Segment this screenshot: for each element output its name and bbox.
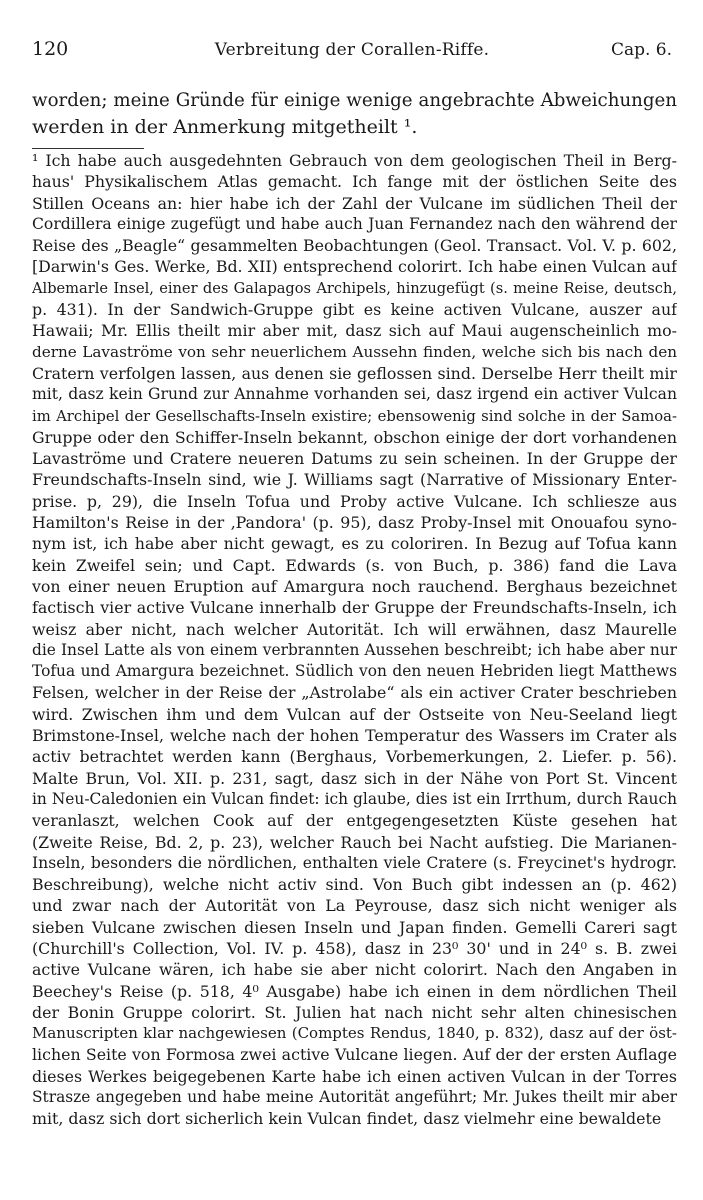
- footnote-line: sieben Vulcane zwischen diesen Inseln und Japan finden. Gemelli Careri sagt: [32, 917, 677, 937]
- footnote-line: Malte Brun, Vol. XII. p. 231, sagt, dasz sich in der Nähe von Port St. Vincent: [32, 768, 677, 788]
- footnote-line: in Neu-Caledonien ein Vulcan findet: ich glaube, dies ist ein Irrthum, durch Rauch: [32, 789, 677, 808]
- footnote-line: dieses Werkes beigegebenen Karte habe ich einen activen Vulcan in der Torres: [32, 1066, 677, 1086]
- footnote-line: Reise des „Beagle“ gesammelten Beobachtungen (Geol. Transact. Vol. V. p. 602,: [32, 236, 677, 256]
- footnote-line: Stillen Oceans an: hier habe ich der Zahl der Vulcane im südlichen Theil der: [32, 193, 677, 213]
- running-title: Verbreitung der Corallen-Riffe.: [214, 40, 490, 60]
- footnote-line: Manuscripten klar nachgewiesen (Comptes Rendus, 1840, p. 832), dasz auf der öst-: [32, 1024, 677, 1043]
- page-header: [32, 38, 672, 64]
- footnote-line: (Churchill's Collection, Vol. IV. p. 458), dasz in 23⁰ 30' und in 24⁰ s. B. zwei: [32, 938, 677, 958]
- footnote-separator: [32, 148, 144, 149]
- footnote-line: die Insel Latte als von einem verbrannten Aussehen beschreibt; ich habe aber nur: [32, 640, 677, 659]
- footnote-line: activ betrachtet werden kann (Berghaus, Vorbemerkungen, 2. Liefer. p. 56).: [32, 747, 677, 767]
- footnote-line: haus' Physikalischem Atlas gemacht. Ich fange mit der östlichen Seite des: [32, 172, 677, 192]
- footnote-line: Tofua und Amargura bezeichnet. Südlich von den neuen Hebriden liegt Matthews: [32, 662, 677, 681]
- footnote-line: (Zweite Reise, Bd. 2, p. 23), welcher Rauch bei Nacht aufstieg. Die Marianen-: [32, 832, 677, 852]
- footnote-line: ¹ Ich habe auch ausgedehnten Gebrauch von dem geologischen Theil in Berg-: [32, 151, 677, 170]
- footnote-line: Felsen, welcher in der Reise der „Astrolabe“ als ein activer Crater beschrieben: [32, 683, 677, 703]
- footnote-line: Inseln, besonders die nördlichen, enthalten viele Cratere (s. Freycinet's hydrogr.: [32, 853, 677, 872]
- footnote-line: Hawaii; Mr. Ellis theilt mir aber mit, dasz sich auf Maui augenscheinlich mo-: [32, 321, 677, 341]
- footnote: [32, 150, 677, 1130]
- chapter-label: Cap. 6.: [610, 40, 672, 60]
- footnote-line: wird. Zwischen ihm und dem Vulcan auf der Ostseite von Neu-Seeland liegt: [32, 704, 677, 724]
- footnote-line: [Darwin's Ges. Werke, Bd. XII) entsprechend colorirt. Ich habe einen Vulcan auf: [32, 257, 677, 277]
- footnote-line: mit, dasz kein Grund zur Annahme vorhanden sei, dasz irgend ein activer Vulcan: [32, 385, 677, 404]
- page-number: 120: [32, 38, 69, 60]
- footnote-line: veranlaszt, welchen Cook auf der entgegengesetzten Küste gesehen hat: [32, 811, 677, 831]
- footnote-line: Gruppe oder den Schiffer-Inseln bekannt, obschon einige der dort vorhandenen: [32, 427, 677, 447]
- footnote-line: Albemarle Insel, einer des Galapagos Archipels, hinzugefügt (s. meine Reise, deutsch,: [32, 279, 677, 297]
- footnote-line: active Vulcane wären, ich habe sie aber nicht colorirt. Nach den Angaben in: [32, 960, 677, 980]
- footnote-line: Beschreibung), welche nicht activ sind. Von Buch gibt indessen an (p. 462): [32, 875, 677, 895]
- main-text: [32, 88, 677, 140]
- footnote-line: im Archipel der Gesellschafts-Inseln existire; ebensowenig sind solche in der Samoa-: [32, 407, 677, 425]
- footnote-line: mit, dasz sich dort sicherlich kein Vulcan findet, dasz vielmehr eine bewaldete: [32, 1109, 662, 1129]
- footnote-line: Cratern verfolgen lassen, aus denen sie geflossen sind. Derselbe Herr theilt mir: [32, 363, 677, 383]
- footnote-line: Beechey's Reise (p. 518, 4⁰ Ausgabe) habe ich einen in dem nördlichen Theil: [32, 981, 677, 1001]
- text-line: werden in der Anmerkung mitgetheilt ¹.: [32, 116, 418, 138]
- footnote-line: von einer neuen Eruption auf Amargura noch rauchend. Berghaus bezeichnet: [32, 576, 677, 596]
- footnote-line: kein Zweifel sein; und Capt. Edwards (s. von Buch, p. 386) fand die Lava: [32, 555, 677, 575]
- footnote-line: factisch vier active Vulcane innerhalb der Gruppe der Freundschafts-Inseln, ich: [32, 598, 677, 618]
- footnote-line: derne Lavaströme von sehr neuerlichem Aussehn finden, welche sich bis nach den: [32, 342, 677, 361]
- footnote-line: nym ist, ich habe aber nicht gewagt, es zu coloriren. In Bezug auf Tofua kann: [32, 534, 677, 554]
- footnote-line: Brimstone-Insel, welche nach der hohen Temperatur des Wassers im Crater als: [32, 726, 677, 746]
- footnote-line: Lavaströme und Cratere neueren Datums zu sein scheinen. In der Gruppe der: [32, 449, 677, 469]
- footnote-line: Freundschafts-Inseln sind, wie J. Williams sagt (Narrative of Missionary Enter-: [32, 470, 677, 490]
- footnote-line: prise. p, 29), die Inseln Tofua und Proby active Vulcane. Ich schliesze aus: [32, 491, 677, 511]
- footnote-line: weisz aber nicht, nach welcher Autorität. Ich will erwähnen, dasz Maurelle: [32, 619, 677, 639]
- footnote-line: Cordillera einige zugefügt und habe auch Juan Fernandez nach den während der: [32, 214, 677, 233]
- footnote-line: Hamilton's Reise in der ‚Pandora' (p. 95), dasz Proby-Insel mit Onouafou syno-: [32, 513, 677, 533]
- footnote-line: der Bonin Gruppe colorirt. St. Julien hat nach nicht sehr alten chinesischen: [32, 1002, 677, 1022]
- text-line: worden; meine Gründe für einige wenige angebrachte Abweichungen: [32, 90, 677, 111]
- footnote-line: Strasze angegeben und habe meine Autorität angeführt; Mr. Jukes theilt mir aber: [32, 1088, 677, 1107]
- footnote-line: p. 431). In der Sandwich-Gruppe gibt es keine activen Vulcane, auszer auf: [32, 300, 677, 320]
- footnote-line: und zwar nach der Autorität von La Peyrouse, dasz sich nicht weniger als: [32, 896, 677, 916]
- footnote-line: lichen Seite von Formosa zwei active Vulcane liegen. Auf der der ersten Auflage: [32, 1045, 677, 1065]
